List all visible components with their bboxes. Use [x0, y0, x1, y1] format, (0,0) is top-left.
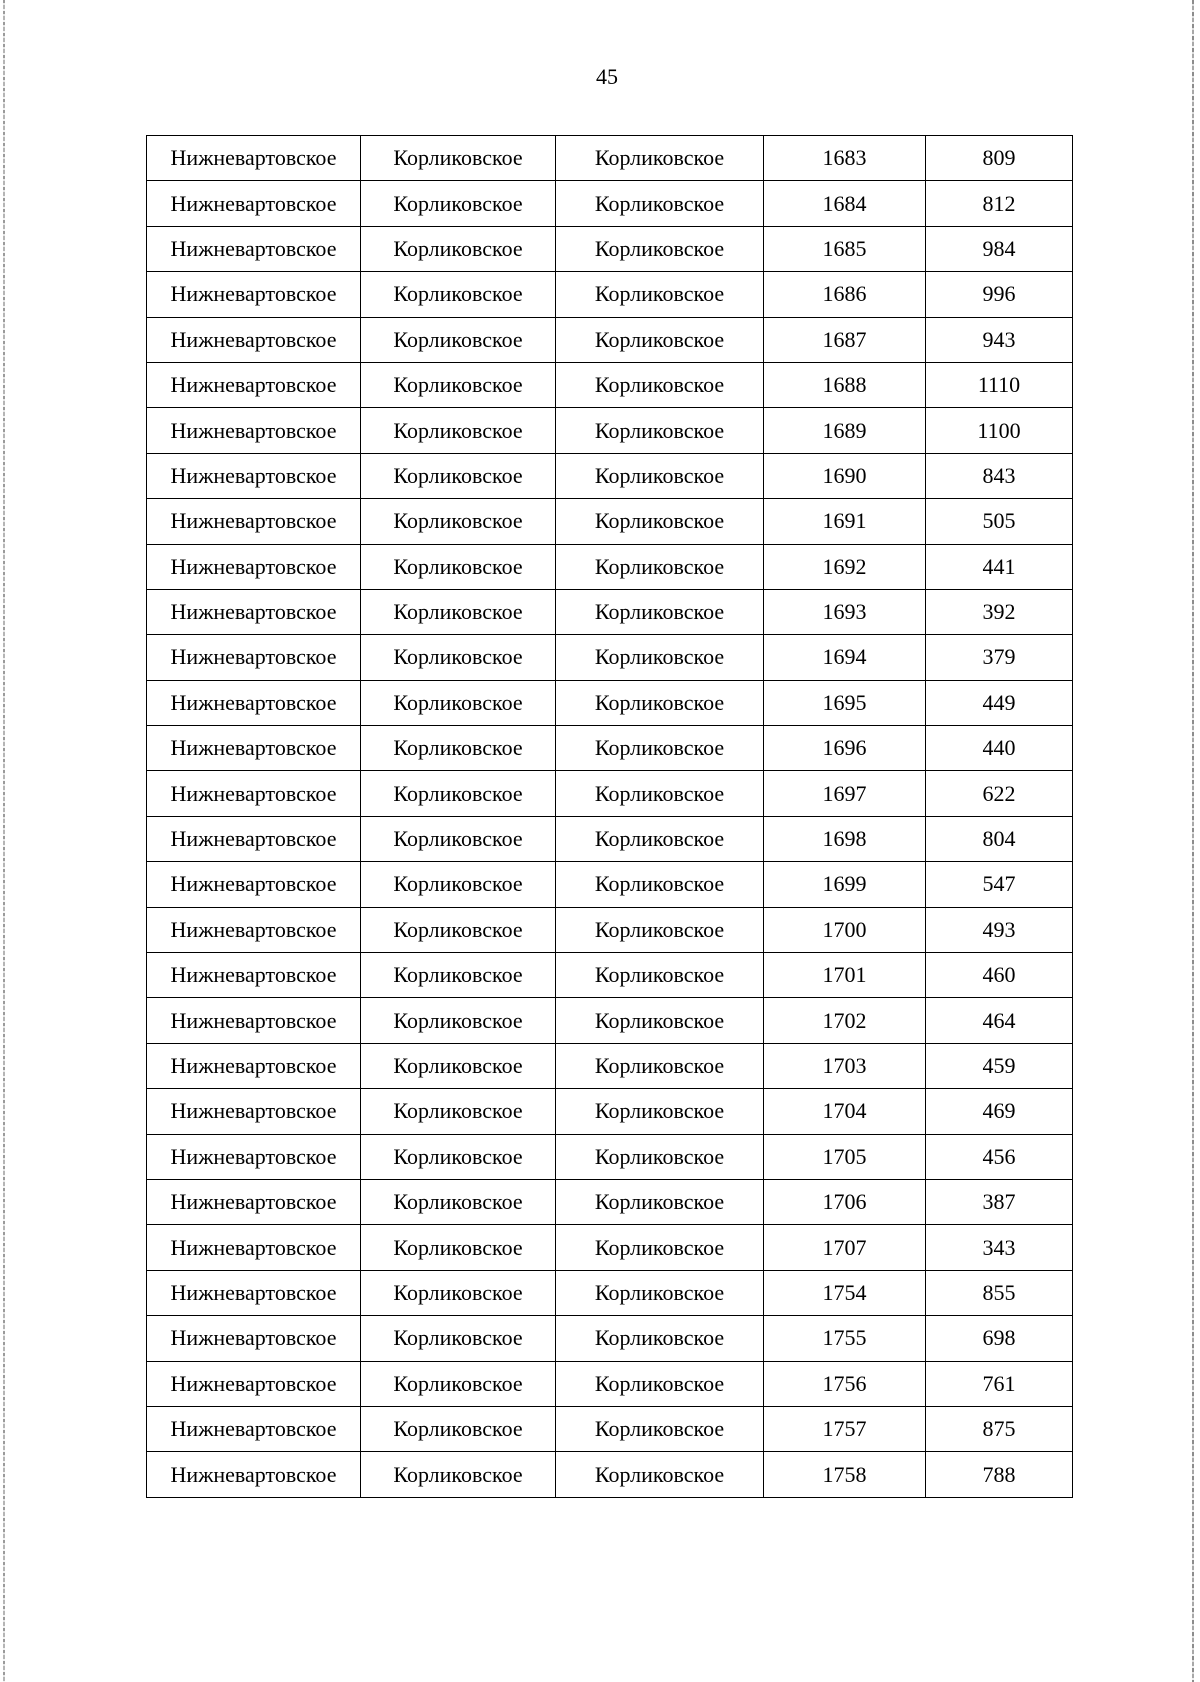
page-number: 45 [596, 64, 618, 89]
value-cell: 812 [926, 181, 1073, 226]
license-area-cell: Корликовское [556, 499, 764, 544]
well-number-cell: 1695 [764, 680, 926, 725]
district-cell: Нижневартовское [147, 1452, 361, 1497]
value-cell: 449 [926, 680, 1073, 725]
license-area-cell: Корликовское [556, 953, 764, 998]
field-cell: Корликовское [361, 589, 556, 634]
district-cell: Нижневартовское [147, 589, 361, 634]
license-area-cell: Корликовское [556, 453, 764, 498]
table-body [147, 136, 1073, 1498]
field-cell: Корликовское [361, 998, 556, 1043]
district-cell: Нижневартовское [147, 272, 361, 317]
value-cell: 379 [926, 635, 1073, 680]
district-cell: Нижневартовское [147, 635, 361, 680]
license-area-cell: Корликовское [556, 181, 764, 226]
field-cell: Корликовское [361, 1270, 556, 1315]
value-cell: 843 [926, 453, 1073, 498]
value-cell: 788 [926, 1452, 1073, 1497]
value-cell: 456 [926, 1134, 1073, 1179]
table-row [147, 1179, 1073, 1224]
well-number-cell: 1756 [764, 1361, 926, 1406]
table-row [147, 907, 1073, 952]
value-cell: 809 [926, 136, 1073, 181]
table-row [147, 680, 1073, 725]
license-area-cell: Корликовское [556, 1225, 764, 1270]
well-number-cell: 1696 [764, 726, 926, 771]
license-area-cell: Корликовское [556, 1043, 764, 1088]
field-cell: Корликовское [361, 1134, 556, 1179]
well-number-cell: 1692 [764, 544, 926, 589]
district-cell: Нижневартовское [147, 907, 361, 952]
table-row [147, 953, 1073, 998]
well-number-cell: 1689 [764, 408, 926, 453]
district-cell: Нижневартовское [147, 771, 361, 816]
table-row [147, 408, 1073, 453]
district-cell: Нижневартовское [147, 862, 361, 907]
scan-edge-right [1192, 0, 1194, 1682]
district-cell: Нижневартовское [147, 499, 361, 544]
license-area-cell: Корликовское [556, 589, 764, 634]
license-area-cell: Корликовское [556, 680, 764, 725]
table-row [147, 272, 1073, 317]
well-number-cell: 1694 [764, 635, 926, 680]
district-cell: Нижневартовское [147, 226, 361, 271]
value-cell: 804 [926, 816, 1073, 861]
value-cell: 387 [926, 1179, 1073, 1224]
district-cell: Нижневартовское [147, 1043, 361, 1088]
value-cell: 392 [926, 589, 1073, 634]
value-cell: 1100 [926, 408, 1073, 453]
field-cell: Корликовское [361, 1361, 556, 1406]
license-area-cell: Корликовское [556, 1270, 764, 1315]
license-area-cell: Корликовское [556, 771, 764, 816]
license-area-cell: Корликовское [556, 226, 764, 271]
value-cell: 875 [926, 1406, 1073, 1451]
field-cell: Корликовское [361, 272, 556, 317]
field-cell: Корликовское [361, 1043, 556, 1088]
value-cell: 469 [926, 1089, 1073, 1134]
data-table [146, 135, 1073, 1498]
table-row [147, 1134, 1073, 1179]
table-row [147, 1406, 1073, 1451]
table-row [147, 1043, 1073, 1088]
district-cell: Нижневартовское [147, 408, 361, 453]
field-cell: Корликовское [361, 362, 556, 407]
field-cell: Корликовское [361, 1452, 556, 1497]
field-cell: Корликовское [361, 544, 556, 589]
well-number-cell: 1699 [764, 862, 926, 907]
field-cell: Корликовское [361, 726, 556, 771]
table-row [147, 771, 1073, 816]
district-cell: Нижневартовское [147, 453, 361, 498]
table-row [147, 136, 1073, 181]
value-cell: 493 [926, 907, 1073, 952]
license-area-cell: Корликовское [556, 862, 764, 907]
license-area-cell: Корликовское [556, 408, 764, 453]
field-cell: Корликовское [361, 1089, 556, 1134]
well-number-cell: 1683 [764, 136, 926, 181]
value-cell: 761 [926, 1361, 1073, 1406]
value-cell: 460 [926, 953, 1073, 998]
table-row [147, 181, 1073, 226]
value-cell: 943 [926, 317, 1073, 362]
district-cell: Нижневартовское [147, 1225, 361, 1270]
license-area-cell: Корликовское [556, 1316, 764, 1361]
field-cell: Корликовское [361, 226, 556, 271]
table-row [147, 635, 1073, 680]
well-number-cell: 1706 [764, 1179, 926, 1224]
license-area-cell: Корликовское [556, 317, 764, 362]
district-cell: Нижневартовское [147, 953, 361, 998]
well-number-cell: 1698 [764, 816, 926, 861]
district-cell: Нижневартовское [147, 362, 361, 407]
table-row [147, 1361, 1073, 1406]
table-row [147, 499, 1073, 544]
table-row [147, 1316, 1073, 1361]
license-area-cell: Корликовское [556, 544, 764, 589]
district-cell: Нижневартовское [147, 998, 361, 1043]
district-cell: Нижневартовское [147, 1361, 361, 1406]
table-row [147, 998, 1073, 1043]
field-cell: Корликовское [361, 1225, 556, 1270]
well-number-cell: 1701 [764, 953, 926, 998]
well-number-cell: 1755 [764, 1316, 926, 1361]
well-number-cell: 1686 [764, 272, 926, 317]
district-cell: Нижневартовское [147, 1316, 361, 1361]
district-cell: Нижневартовское [147, 181, 361, 226]
district-cell: Нижневартовское [147, 317, 361, 362]
field-cell: Корликовское [361, 1179, 556, 1224]
license-area-cell: Корликовское [556, 726, 764, 771]
value-cell: 996 [926, 272, 1073, 317]
district-cell: Нижневартовское [147, 816, 361, 861]
value-cell: 343 [926, 1225, 1073, 1270]
value-cell: 547 [926, 862, 1073, 907]
value-cell: 1110 [926, 362, 1073, 407]
license-area-cell: Корликовское [556, 816, 764, 861]
well-number-cell: 1757 [764, 1406, 926, 1451]
district-cell: Нижневартовское [147, 1179, 361, 1224]
field-cell: Корликовское [361, 408, 556, 453]
table-row [147, 816, 1073, 861]
license-area-cell: Корликовское [556, 136, 764, 181]
table-row [147, 317, 1073, 362]
table-row [147, 1452, 1073, 1497]
table-row [147, 1225, 1073, 1270]
district-cell: Нижневартовское [147, 726, 361, 771]
field-cell: Корликовское [361, 816, 556, 861]
well-number-cell: 1707 [764, 1225, 926, 1270]
field-cell: Корликовское [361, 680, 556, 725]
license-area-cell: Корликовское [556, 635, 764, 680]
license-area-cell: Корликовское [556, 362, 764, 407]
table-row [147, 453, 1073, 498]
well-number-cell: 1754 [764, 1270, 926, 1315]
license-area-cell: Корликовское [556, 998, 764, 1043]
license-area-cell: Корликовское [556, 272, 764, 317]
district-cell: Нижневартовское [147, 1406, 361, 1451]
license-area-cell: Корликовское [556, 907, 764, 952]
value-cell: 459 [926, 1043, 1073, 1088]
field-cell: Корликовское [361, 1316, 556, 1361]
well-number-cell: 1758 [764, 1452, 926, 1497]
table-row [147, 1270, 1073, 1315]
value-cell: 464 [926, 998, 1073, 1043]
well-number-cell: 1704 [764, 1089, 926, 1134]
field-cell: Корликовское [361, 862, 556, 907]
value-cell: 698 [926, 1316, 1073, 1361]
table-row [147, 589, 1073, 634]
scan-edge-left [3, 0, 5, 1682]
district-cell: Нижневартовское [147, 1089, 361, 1134]
value-cell: 855 [926, 1270, 1073, 1315]
district-cell: Нижневартовское [147, 544, 361, 589]
field-cell: Корликовское [361, 907, 556, 952]
table-row [147, 1089, 1073, 1134]
value-cell: 440 [926, 726, 1073, 771]
well-number-cell: 1700 [764, 907, 926, 952]
value-cell: 984 [926, 226, 1073, 271]
license-area-cell: Корликовское [556, 1134, 764, 1179]
well-number-cell: 1687 [764, 317, 926, 362]
well-number-cell: 1684 [764, 181, 926, 226]
well-number-cell: 1693 [764, 589, 926, 634]
well-number-cell: 1702 [764, 998, 926, 1043]
value-cell: 622 [926, 771, 1073, 816]
field-cell: Корликовское [361, 635, 556, 680]
table-row [147, 544, 1073, 589]
well-number-cell: 1690 [764, 453, 926, 498]
value-cell: 441 [926, 544, 1073, 589]
district-cell: Нижневартовское [147, 680, 361, 725]
license-area-cell: Корликовское [556, 1452, 764, 1497]
well-number-cell: 1703 [764, 1043, 926, 1088]
license-area-cell: Корликовское [556, 1361, 764, 1406]
field-cell: Корликовское [361, 1406, 556, 1451]
table-row [147, 226, 1073, 271]
table-row [147, 362, 1073, 407]
field-cell: Корликовское [361, 499, 556, 544]
field-cell: Корликовское [361, 181, 556, 226]
field-cell: Корликовское [361, 136, 556, 181]
license-area-cell: Корликовское [556, 1179, 764, 1224]
license-area-cell: Корликовское [556, 1089, 764, 1134]
well-number-cell: 1705 [764, 1134, 926, 1179]
table-row [147, 726, 1073, 771]
license-area-cell: Корликовское [556, 1406, 764, 1451]
table-row [147, 862, 1073, 907]
district-cell: Нижневартовское [147, 1134, 361, 1179]
field-cell: Корликовское [361, 953, 556, 998]
well-number-cell: 1691 [764, 499, 926, 544]
well-number-cell: 1685 [764, 226, 926, 271]
well-number-cell: 1688 [764, 362, 926, 407]
well-number-cell: 1697 [764, 771, 926, 816]
field-cell: Корликовское [361, 317, 556, 362]
field-cell: Корликовское [361, 453, 556, 498]
district-cell: Нижневартовское [147, 136, 361, 181]
field-cell: Корликовское [361, 771, 556, 816]
value-cell: 505 [926, 499, 1073, 544]
district-cell: Нижневартовское [147, 1270, 361, 1315]
